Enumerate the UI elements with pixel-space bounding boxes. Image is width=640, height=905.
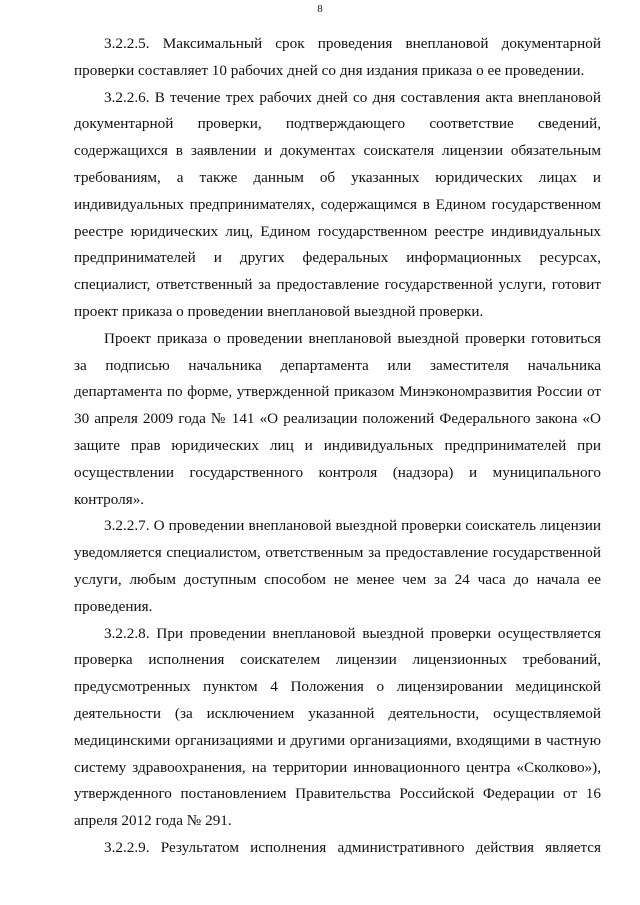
document-body bbox=[74, 31, 601, 862]
paragraph-3-2-2-9: 3.2.2.9. Результатом исполнения административного действия является bbox=[104, 838, 601, 856]
paragraph-3-2-2-6: 3.2.2.6. В течение трех рабочих дней со дня составления акта внеплановой документарной проверки, подтверждающего соответствие сведений, содержащихся в заявлении и документах соискателя лицензии обязательным требованиям, а также данным об указанных юридических лицах и индивидуальных предпринимателях, содержащимся в Едином государственном реестре юридических лиц, Едином государственном реестре индивидуальных предпринимателей и других федеральных информационных ресурсах, специалист, ответственный за предоставление государственной услуги, готовит проект приказа о проведении внеплановой выездной проверки. bbox=[74, 88, 601, 320]
paragraph-draft-order: Проект приказа о проведении внеплановой выездной проверки готовиться за подписью начальника департамента или заместителя начальника департамента по форме, утвержденной приказом Минэкономразвития России от 30 апреля 2009 года № 141 «О реализации положений Федерального закона «О защите прав юридических лиц и индивидуальных предпринимателей при осуществлении государственного контроля (надзора) и муниципального контроля». bbox=[74, 329, 601, 508]
page-number: 8 bbox=[317, 3, 323, 15]
paragraph-3-2-2-7: 3.2.2.7. О проведении внеплановой выездной проверки соискатель лицензии уведомляется специалистом, ответственным за предоставление государственной услуги, любым доступным способом не менее чем за 24 часа до начала ее проведения. bbox=[74, 517, 601, 615]
paragraph-3-2-2-5: 3.2.2.5. Максимальный срок проведения внеплановой документарной проверки составляет 10 рабочих дней со дня издания приказа о ее проведении. bbox=[74, 35, 601, 79]
paragraph-3-2-2-8: 3.2.2.8. При проведении внеплановой выездной проверки осуществляется проверка исполнения соискателем лицензии лицензионных требований, предусмотренных пунктом 4 Положения о лицензировании медицинской деятельности (за исключением указанной деятельности, осуществляемой медицинскими организациями и другими организациями, входящими в частную систему здравоохранения, на территории инновационного центра «Сколково»), утвержденного постановлением Правительства Российской Федерации от 16 апреля 2012 года № 291. bbox=[74, 624, 601, 830]
